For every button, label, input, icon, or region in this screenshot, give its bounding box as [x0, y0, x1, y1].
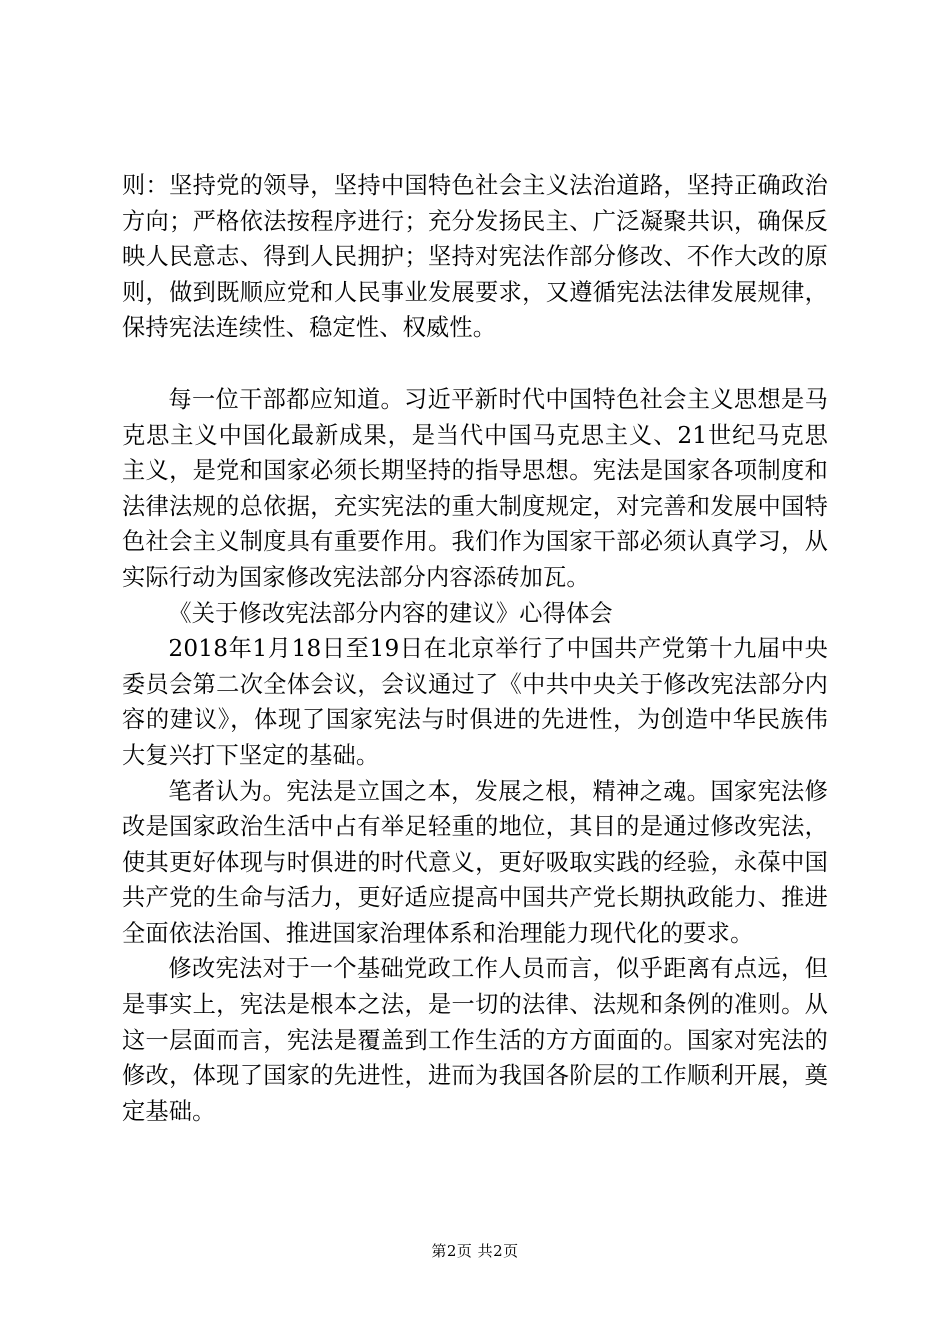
paragraph-plenary: 2018年1月18日至19日在北京举行了中国共产党第十九届中央委员会第二次全体会议，会议通过了《中共中央关于修改宪法部分内容的建议》，体现了国家宪法与时俱进的先进性，为创造中华民族伟大复兴打下坚定的基础。	[122, 635, 828, 769]
paragraph-cadres: 每一位干部都应知道。习近平新时代中国特色社会主义思想是马克思主义中国化最新成果，是当代中国马克思主义、21世纪马克思主义，是党和国家必须长期坚持的指导思想。宪法是国家各项制度和法律法规的总依据，充实宪法的重大制度规定，对完善和发展中国特色社会主义制度具有重要作用。我们作为国家干部必须认真学习，从实际行动为国家修改宪法部分内容添砖加瓦。	[122, 385, 828, 591]
section-title: 《关于修改宪法部分内容的建议》心得体会	[168, 599, 613, 627]
document-body	[122, 168, 828, 1129]
paragraph-author-view: 笔者认为。宪法是立国之本，发展之根，精神之魂。国家宪法修改是国家政治生活中占有举足轻重的地位，其目的是通过修改宪法，使其更好体现与时俱进的时代意义，更好吸取实践的经验，永葆中国共产党的生命与活力，更好适应提高中国共产党长期执政能力、推进全面依法治国、推进国家治理体系和治理能力现代化的要求。	[122, 777, 828, 947]
paragraph-principles: 则：坚持党的领导，坚持中国特色社会主义法治道路，坚持正确政治方向；严格依法按程序进行；充分发扬民主、广泛凝聚共识，确保反映人民意志、得到人民拥护；坚持对宪法作部分修改、不作大改的原则，做到既顺应党和人民事业发展要求，又遵循宪法法律发展规律，保持宪法连续性、稳定性、权威性。	[122, 172, 828, 342]
page-number: 第2页 共2页	[431, 1242, 519, 1260]
paragraph-grassroots: 修改宪法对于一个基础党政工作人员而言，似乎距离有点远，但是事实上，宪法是根本之法，是一切的法律、法规和条例的准则。从这一层面而言，宪法是覆盖到工作生活的方方面面的。国家对宪法的修改，体现了国家的先进性，进而为我国各阶层的工作顺利开展，奠定基础。	[122, 955, 828, 1125]
